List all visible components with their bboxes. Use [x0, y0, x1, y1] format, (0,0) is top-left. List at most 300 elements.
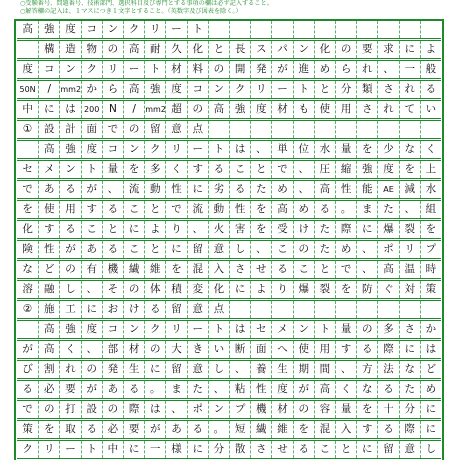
grid-cell: れ: [377, 101, 398, 118]
grid-cell: こ: [314, 441, 335, 458]
grid-cell: 高: [38, 341, 59, 358]
grid-cell: 、: [81, 281, 102, 298]
grid-cell: [208, 121, 229, 138]
grid-cell: 養: [250, 361, 271, 378]
grid-cell: [399, 301, 420, 318]
grid-cell: 策: [22, 423, 33, 435]
grid-cell: ト: [208, 141, 229, 158]
grid-cell: 高: [22, 23, 33, 35]
grid-cell: と: [144, 201, 165, 218]
grid-cell: [377, 121, 398, 138]
grid-cell: 、: [356, 261, 377, 278]
grid-cell: ま: [165, 381, 186, 398]
grid-cell: さ: [229, 261, 250, 278]
grid-cell: 動: [144, 181, 165, 198]
grid-cell: 溶: [22, 283, 33, 295]
answer-row: [17, 240, 441, 259]
grid-cell: 化: [22, 223, 33, 235]
grid-cell: け: [123, 301, 144, 318]
grid-cell: る: [420, 81, 441, 98]
grid-cell: ン: [208, 81, 229, 98]
grid-cell: ク: [81, 61, 102, 78]
grid-cell: と: [102, 221, 123, 238]
answer-row: [17, 120, 441, 139]
grid-cell: 。: [208, 421, 229, 438]
grid-cell: ま: [356, 201, 377, 218]
grid-cell: る: [208, 161, 229, 178]
grid-cell: 劣: [208, 181, 229, 198]
grid-cell: /: [123, 101, 144, 118]
grid-cell: コ: [102, 321, 123, 338]
grid-cell: を: [293, 421, 314, 438]
grid-cell: た: [187, 381, 208, 398]
grid-cell: 組: [420, 201, 441, 218]
grid-cell: 工: [59, 301, 80, 318]
grid-cell: 求: [377, 41, 398, 58]
grid-cell: は: [144, 401, 165, 418]
grid-cell: の: [102, 401, 123, 418]
grid-cell: 高: [38, 141, 59, 158]
grid-cell: 爆: [377, 221, 398, 238]
grid-cell: の: [208, 61, 229, 78]
grid-cell: 強: [59, 321, 80, 338]
grid-cell: 量: [102, 161, 123, 178]
grid-cell: 流: [187, 201, 208, 218]
grid-cell: 、: [187, 221, 208, 238]
grid-cell: の: [38, 401, 59, 418]
grid-cell: 計: [59, 121, 80, 138]
grid-cell: [17, 321, 38, 338]
grid-cell: 入: [335, 421, 356, 438]
grid-cell: 機: [250, 401, 271, 418]
grid-cell: あ: [38, 181, 59, 198]
grid-cell: 料: [187, 61, 208, 78]
grid-cell: 混: [187, 261, 208, 278]
grid-cell: [420, 301, 441, 318]
grid-cell: 材: [123, 341, 144, 358]
grid-cell: [250, 301, 271, 318]
grid-cell: 分: [208, 441, 229, 458]
grid-cell: 、: [335, 361, 356, 378]
grid-cell: か: [420, 321, 441, 338]
grid-cell: の: [123, 121, 144, 138]
grid-cell: ク: [123, 21, 144, 38]
grid-cell: ら: [335, 61, 356, 78]
grid-cell: 性: [335, 181, 356, 198]
grid-cell: 火: [208, 221, 229, 238]
grid-cell: 留: [144, 121, 165, 138]
grid-cell: 粘: [229, 381, 250, 398]
grid-cell: の: [144, 341, 165, 358]
grid-cell: に: [38, 101, 59, 118]
grid-cell: [356, 301, 377, 318]
grid-cell: に: [229, 281, 250, 298]
grid-cell: [271, 121, 292, 138]
grid-cell: が: [271, 61, 292, 78]
grid-cell: 意: [187, 301, 208, 318]
grid-cell: 短: [229, 421, 250, 438]
grid-cell: 際: [399, 421, 420, 438]
grid-cell: を: [123, 161, 144, 178]
grid-cell: の: [123, 281, 144, 298]
grid-cell: ②: [22, 303, 33, 315]
grid-cell: ト: [81, 441, 102, 458]
grid-cell: ク: [22, 443, 33, 455]
grid-cell: 留: [377, 441, 398, 458]
grid-cell: [420, 21, 441, 38]
grid-cell: [17, 141, 38, 158]
grid-cell: で: [271, 161, 292, 178]
grid-cell: 高: [314, 181, 335, 198]
answer-row: [17, 220, 441, 239]
grid-cell: 面: [81, 121, 102, 138]
grid-cell: 間: [314, 361, 335, 378]
grid-cell: 高: [123, 81, 144, 98]
grid-cell: ポ: [187, 401, 208, 418]
grid-cell: 、: [229, 361, 250, 378]
grid-cell: こ: [123, 241, 144, 258]
grid-cell: 際: [377, 341, 398, 358]
grid-cell: 高: [314, 381, 335, 398]
grid-cell: 能: [356, 181, 377, 198]
grid-cell: 要: [356, 41, 377, 58]
grid-cell: 方: [356, 361, 377, 378]
grid-cell: ー: [123, 61, 144, 78]
grid-cell: 大: [165, 341, 186, 358]
grid-cell: 十: [377, 401, 398, 418]
grid-cell: さ: [356, 101, 377, 118]
grid-cell: 多: [377, 321, 398, 338]
grid-cell: め: [420, 381, 441, 398]
grid-cell: た: [314, 241, 335, 258]
grid-cell: ど: [38, 261, 59, 278]
grid-cell: mm2: [59, 81, 80, 98]
answer-row: [17, 380, 441, 399]
answer-row: [17, 440, 441, 459]
grid-cell: 高: [377, 261, 398, 278]
answer-row: [17, 160, 441, 179]
grid-cell: に: [187, 181, 208, 198]
grid-cell: 、: [293, 181, 314, 198]
grid-cell: [250, 21, 271, 38]
grid-cell: の: [293, 401, 314, 418]
grid-cell: 一: [399, 61, 420, 78]
grid-cell: 有: [81, 261, 102, 278]
grid-cell: 受: [271, 221, 292, 238]
grid-cell: 量: [335, 141, 356, 158]
grid-cell: せ: [250, 261, 271, 278]
grid-cell: 類: [356, 81, 377, 98]
grid-cell: 、: [102, 181, 123, 198]
instruction-line-2: ○解答欄の記入は、１マスにつき１文字とすること。（英数字及び図表を除く。）: [20, 8, 242, 15]
grid-cell: れ: [399, 81, 420, 98]
grid-cell: は: [229, 141, 250, 158]
grid-cell: 発: [102, 361, 123, 378]
grid-cell: か: [81, 81, 102, 98]
grid-cell: た: [314, 221, 335, 238]
grid-cell: 策: [420, 281, 441, 298]
grid-cell: [314, 121, 335, 138]
grid-cell: い: [420, 101, 441, 118]
grid-cell: 、: [208, 381, 229, 398]
grid-cell: 対: [399, 281, 420, 298]
grid-cell: ク: [229, 81, 250, 98]
grid-cell: 一: [144, 441, 165, 458]
grid-cell: に: [123, 221, 144, 238]
grid-cell: 200: [81, 101, 102, 118]
grid-cell: る: [59, 181, 80, 198]
grid-cell: る: [81, 421, 102, 438]
grid-cell: に: [420, 401, 441, 418]
grid-cell: [293, 121, 314, 138]
grid-cell: パ: [271, 41, 292, 58]
grid-cell: ン: [102, 21, 123, 38]
grid-cell: が: [22, 343, 33, 355]
grid-cell: め: [314, 61, 335, 78]
grid-cell: 維: [144, 261, 165, 278]
grid-cell: 。: [335, 201, 356, 218]
grid-cell: 険: [22, 243, 33, 255]
grid-cell: AE: [377, 181, 398, 198]
grid-cell: に: [187, 441, 208, 458]
grid-cell: 設: [81, 401, 102, 418]
grid-cell: 動: [208, 201, 229, 218]
grid-cell: る: [229, 181, 250, 198]
grid-cell: で: [22, 183, 33, 195]
grid-cell: 発: [250, 61, 271, 78]
grid-cell: 材: [165, 61, 186, 78]
grid-cell: る: [293, 441, 314, 458]
grid-cell: 様: [165, 441, 186, 458]
grid-cell: 多: [144, 161, 165, 178]
grid-cell: 留: [187, 241, 208, 258]
grid-cell: 水: [314, 141, 335, 158]
grid-cell: 高: [208, 101, 229, 118]
grid-cell: る: [314, 201, 335, 218]
grid-cell: 散: [229, 441, 250, 458]
grid-cell: 性: [38, 241, 59, 258]
grid-cell: が: [144, 421, 165, 438]
grid-cell: 割: [38, 361, 59, 378]
grid-cell: リ: [38, 441, 59, 458]
grid-cell: 、: [377, 61, 398, 78]
grid-cell: る: [377, 421, 398, 438]
grid-cell: コ: [187, 81, 208, 98]
grid-cell: こ: [229, 161, 250, 178]
grid-cell: る: [59, 221, 80, 238]
grid-cell: し: [229, 241, 250, 258]
answer-row: [17, 360, 441, 379]
grid-cell: に: [399, 41, 420, 58]
grid-cell: [399, 121, 420, 138]
grid-cell: ク: [144, 321, 165, 338]
grid-cell: 長: [229, 41, 250, 58]
grid-cell: よ: [420, 41, 441, 58]
grid-cell: ス: [250, 41, 271, 58]
grid-cell: 強: [356, 161, 377, 178]
answer-row: [17, 60, 441, 79]
grid-cell: 物: [81, 41, 102, 58]
grid-cell: [356, 121, 377, 138]
grid-cell: 超: [165, 101, 186, 118]
grid-cell: 般: [420, 61, 441, 78]
grid-cell: 打: [59, 401, 80, 418]
grid-cell: よ: [144, 221, 165, 238]
grid-cell: 、: [250, 241, 271, 258]
answer-row: [17, 180, 441, 199]
grid-cell: に: [356, 441, 377, 458]
grid-cell: [420, 121, 441, 138]
grid-cell: ン: [293, 41, 314, 58]
grid-cell: 造: [59, 41, 80, 58]
grid-cell: で: [335, 261, 356, 278]
grid-cell: す: [335, 341, 356, 358]
grid-cell: と: [144, 241, 165, 258]
grid-cell: コ: [81, 21, 102, 38]
grid-cell: も: [293, 101, 314, 118]
grid-cell: ト: [144, 61, 165, 78]
grid-cell: 、: [293, 161, 314, 178]
grid-cell: し: [208, 361, 229, 378]
answer-row: [17, 340, 441, 359]
grid-cell: リ: [144, 21, 165, 38]
grid-cell: 容: [314, 401, 335, 418]
grid-cell: を: [38, 421, 59, 438]
grid-cell: し: [59, 281, 80, 298]
grid-cell: 度: [81, 321, 102, 338]
grid-cell: こ: [81, 221, 102, 238]
grid-cell: け: [293, 221, 314, 238]
grid-cell: 意: [208, 241, 229, 258]
answer-row: [17, 280, 441, 299]
grid-cell: ン: [123, 321, 144, 338]
grid-cell: ト: [187, 21, 208, 38]
answer-row: [17, 200, 441, 219]
grid-cell: 単: [271, 141, 292, 158]
grid-cell: 性: [250, 381, 271, 398]
grid-cell: び: [22, 363, 33, 375]
grid-cell: す: [187, 161, 208, 178]
grid-cell: 、: [81, 341, 102, 358]
grid-cell: を: [356, 401, 377, 418]
grid-cell: 強: [229, 101, 250, 118]
grid-cell: で: [102, 121, 123, 138]
grid-cell: 維: [271, 421, 292, 438]
grid-cell: ン: [293, 321, 314, 338]
grid-cell: 度: [22, 63, 33, 75]
grid-cell: 断: [229, 341, 250, 358]
grid-cell: 意: [187, 361, 208, 378]
grid-cell: 使: [314, 101, 335, 118]
grid-cell: 、: [399, 201, 420, 218]
grid-cell: 圧: [314, 161, 335, 178]
grid-cell: り: [165, 221, 186, 238]
grid-cell: N: [102, 101, 123, 118]
answer-row: [17, 80, 441, 99]
grid-cell: 必: [102, 421, 123, 438]
grid-cell: が: [81, 381, 102, 398]
grid-cell: 生: [123, 361, 144, 378]
grid-cell: 期: [293, 361, 314, 378]
grid-cell: ト: [293, 81, 314, 98]
grid-cell: [229, 21, 250, 38]
grid-cell: る: [102, 241, 123, 258]
grid-cell: セ: [22, 163, 33, 175]
grid-cell: す: [38, 221, 59, 238]
grid-cell: れ: [356, 61, 377, 78]
grid-cell: ー: [187, 321, 208, 338]
grid-cell: 上: [420, 161, 441, 178]
grid-cell: な: [22, 263, 33, 275]
grid-cell: [17, 41, 38, 58]
grid-cell: 強: [38, 21, 59, 38]
grid-cell: 度: [81, 141, 102, 158]
grid-cell: [293, 301, 314, 318]
grid-cell: る: [144, 301, 165, 318]
grid-cell: に: [420, 421, 441, 438]
grid-cell: と: [314, 261, 335, 278]
grid-cell: 分: [399, 401, 420, 418]
grid-cell: す: [356, 421, 377, 438]
grid-cell: リ: [165, 141, 186, 158]
grid-cell: 高: [38, 321, 59, 338]
grid-cell: 高: [123, 41, 144, 58]
grid-cell: [377, 21, 398, 38]
grid-cell: [229, 301, 250, 318]
grid-cell: 留: [165, 301, 186, 318]
grid-cell: ①: [22, 123, 33, 135]
grid-cell: 高: [271, 201, 292, 218]
grid-cell: に: [399, 341, 420, 358]
grid-cell: の: [81, 361, 102, 378]
grid-cell: め: [293, 201, 314, 218]
grid-cell: ど: [420, 361, 441, 378]
grid-cell: [335, 301, 356, 318]
grid-cell: 混: [314, 421, 335, 438]
grid-cell: 点: [187, 121, 208, 138]
grid-cell: る: [271, 261, 292, 278]
grid-cell: 防: [356, 281, 377, 298]
grid-cell: を: [399, 161, 420, 178]
grid-cell: そ: [102, 281, 123, 298]
grid-cell: に: [144, 361, 165, 378]
grid-cell: 裂: [314, 281, 335, 298]
grid-cell: 度: [271, 381, 292, 398]
grid-cell: 用: [335, 101, 356, 118]
grid-cell: る: [123, 381, 144, 398]
grid-cell: 用: [314, 341, 335, 358]
grid-cell: た: [399, 381, 420, 398]
grid-cell: 度: [377, 161, 398, 178]
grid-cell: ク: [144, 141, 165, 158]
grid-cell: 、: [250, 141, 271, 158]
grid-cell: 体: [144, 281, 165, 298]
grid-cell: 時: [420, 261, 441, 278]
grid-cell: 度: [250, 101, 271, 118]
grid-cell: 強: [59, 141, 80, 158]
grid-cell: は: [229, 321, 250, 338]
grid-cell: 施: [38, 301, 59, 318]
grid-cell: の: [293, 241, 314, 258]
grid-cell: 縮: [335, 161, 356, 178]
grid-cell: mm2: [144, 101, 165, 118]
grid-cell: 化: [314, 41, 335, 58]
answer-row: [17, 420, 441, 439]
grid-cell: 要: [59, 381, 80, 398]
grid-cell: を: [420, 221, 441, 238]
answer-row: [17, 20, 441, 39]
grid-cell: 構: [38, 41, 59, 58]
